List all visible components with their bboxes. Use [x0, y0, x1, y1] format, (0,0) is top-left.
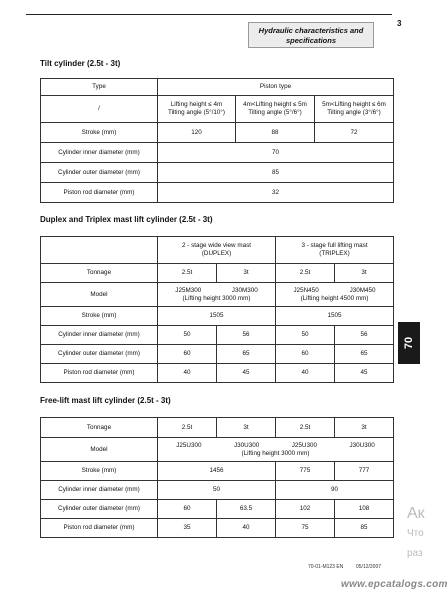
- row-label: Cylinder outer diameter (mm): [41, 500, 158, 519]
- slash-cell: /: [41, 96, 158, 123]
- table-row: [41, 264, 394, 283]
- cell-value: 72: [315, 123, 394, 143]
- header-line: (TRIPLEX): [319, 250, 350, 257]
- cell-value: 50: [158, 481, 276, 500]
- table-row: [41, 163, 394, 183]
- cell-value: 32: [158, 183, 394, 203]
- cell-value: 63.5: [217, 500, 276, 519]
- cell-value: 90: [276, 481, 394, 500]
- tilt-col-header: [315, 96, 394, 123]
- cell-value: 40: [276, 364, 335, 383]
- section-tab: [398, 322, 420, 364]
- cell-value: 777: [335, 462, 394, 481]
- table-row: [41, 79, 394, 96]
- row-label: Piston rod diameter (mm): [41, 183, 158, 203]
- row-label: Cylinder inner diameter (mm): [41, 143, 158, 163]
- table-row: [41, 143, 394, 163]
- piston-type-cell: Piston type: [158, 79, 394, 96]
- row-label: Model: [41, 438, 158, 462]
- lifting-height-note: (Lifting height 4500 mm): [300, 294, 369, 302]
- cell-value: 50: [276, 326, 335, 345]
- model-code: J25M300: [175, 286, 202, 294]
- cell-value: 56: [217, 326, 276, 345]
- cell-value: 2.5t: [158, 418, 217, 438]
- header-title-line1: Hydraulic characteristics and: [258, 26, 364, 35]
- cell-value: 3t: [217, 418, 276, 438]
- row-label: Cylinder inner diameter (mm): [41, 326, 158, 345]
- row-label: Piston rod diameter (mm): [41, 364, 158, 383]
- cell-value: 56: [335, 326, 394, 345]
- cell-value: 85: [158, 163, 394, 183]
- cell-value: 40: [158, 364, 217, 383]
- table-row: [41, 345, 394, 364]
- row-label: Tonnage: [41, 418, 158, 438]
- cell-value: 45: [217, 364, 276, 383]
- duplex-header: [158, 237, 276, 264]
- header-title-box: [248, 22, 374, 48]
- watermark-line: Ак: [407, 505, 425, 522]
- table-row: [41, 438, 394, 462]
- cell-value: 60: [276, 345, 335, 364]
- header-line: 5m<Lifting height ≤ 6m: [322, 101, 386, 108]
- cell-value: 75: [276, 519, 335, 538]
- table-row: [41, 326, 394, 345]
- tilt-col-header: [158, 96, 236, 123]
- cell-value: 65: [217, 345, 276, 364]
- duplex-model-cell: [158, 283, 276, 307]
- cell-value: 60: [158, 345, 217, 364]
- table-row: [41, 283, 394, 307]
- model-code: J30U300: [349, 441, 375, 449]
- header-title-line2: specifications: [285, 36, 337, 45]
- row-label: Model: [41, 283, 158, 307]
- header-line: Tilting angle (5°/10°): [168, 109, 225, 116]
- table-row: [41, 183, 394, 203]
- footer-date: 05/12/2007: [356, 564, 382, 570]
- cell-value: 3t: [335, 264, 394, 283]
- table-row: [41, 418, 394, 438]
- header-line: 4m<Lifting height ≤ 5m: [243, 101, 307, 108]
- table-row: [41, 307, 394, 326]
- mast-section-title: Duplex and Triplex mast lift cylinder (2.5t - 3t): [40, 215, 213, 224]
- tilt-section-title: Tilt cylinder (2.5t - 3t): [40, 59, 121, 68]
- mast-lift-cylinder-table: [40, 236, 394, 383]
- row-label: Stroke (mm): [41, 462, 158, 481]
- model-pair: [278, 287, 391, 295]
- cell-value: 2.5t: [158, 264, 217, 283]
- cell-value: 3t: [217, 264, 276, 283]
- row-label: Piston rod diameter (mm): [41, 519, 158, 538]
- table-row: [41, 364, 394, 383]
- blank-cell: [41, 237, 158, 264]
- header-rule: [26, 14, 392, 15]
- cell-value: 65: [335, 345, 394, 364]
- header-line: 2 - stage wide view mast: [182, 242, 251, 249]
- row-label: Cylinder outer diameter (mm): [41, 345, 158, 364]
- tilt-col-header: [236, 96, 315, 123]
- triplex-model-cell: [276, 283, 394, 307]
- watermark-line: Что: [407, 528, 424, 539]
- model-code: J30U300: [234, 441, 260, 449]
- cell-value: 85: [335, 519, 394, 538]
- cell-value: 2.5t: [276, 418, 335, 438]
- cell-value: 70: [158, 143, 394, 163]
- cell-value: 775: [276, 462, 335, 481]
- cell-value: 40: [217, 519, 276, 538]
- model-code: J25N450: [293, 286, 319, 294]
- cell-value: 60: [158, 500, 217, 519]
- cell-value: 3t: [335, 418, 394, 438]
- header-line: Tilting angle (5°/6°): [248, 109, 302, 116]
- cell-value: 2.5t: [276, 264, 335, 283]
- table-row: [41, 519, 394, 538]
- cell-value: 108: [335, 500, 394, 519]
- cell-value: 1505: [158, 307, 276, 326]
- model-code: J30M300: [231, 286, 258, 294]
- table-row: [41, 96, 394, 123]
- model-pair: [160, 287, 273, 295]
- cell-value: 35: [158, 519, 217, 538]
- row-label: Tonnage: [41, 264, 158, 283]
- row-label: Cylinder inner diameter (mm): [41, 481, 158, 500]
- cell-value: 102: [276, 500, 335, 519]
- table-row: [41, 462, 394, 481]
- type-label: Type: [41, 79, 158, 96]
- table-row: [41, 237, 394, 264]
- tilt-cylinder-table: [40, 78, 394, 203]
- row-label: Cylinder outer diameter (mm): [41, 163, 158, 183]
- model-code: J25U300: [176, 441, 202, 449]
- watermark-side-text: [407, 504, 425, 564]
- header-line: (DUPLEX): [201, 250, 232, 257]
- free-model-cell: [158, 438, 394, 462]
- triplex-header: [276, 237, 394, 264]
- page-number: 3: [397, 19, 402, 28]
- cell-value: 1505: [276, 307, 394, 326]
- lifting-height-note: (Lifting height 3000 mm): [182, 294, 251, 302]
- table-row: [41, 123, 394, 143]
- cell-value: 88: [236, 123, 315, 143]
- header-line: Lifting height ≤ 4m: [170, 101, 223, 108]
- cell-value: 45: [335, 364, 394, 383]
- row-label: Stroke (mm): [41, 123, 158, 143]
- table-row: [41, 481, 394, 500]
- free-lift-cylinder-table: [40, 417, 394, 538]
- model-code: J25U300: [291, 441, 317, 449]
- header-line: 3 - stage full lifting mast: [301, 242, 368, 249]
- cell-value: 1456: [158, 462, 276, 481]
- lifting-height-note: (Lifting height 3000 mm): [241, 449, 310, 457]
- watermark-line: раз: [407, 548, 423, 559]
- table-row: [41, 500, 394, 519]
- model-row: [160, 442, 391, 450]
- header-line: Tilting angle (3°/6°): [327, 109, 381, 116]
- free-lift-section-title: Free-lift mast lift cylinder (2.5t - 3t): [40, 396, 171, 405]
- section-tab-label: 70: [403, 336, 415, 350]
- model-code: J30M450: [349, 286, 376, 294]
- footer-doc-code: 70-01-M123 EN: [308, 564, 344, 570]
- cell-value: 50: [158, 326, 217, 345]
- row-label: Stroke (mm): [41, 307, 158, 326]
- cell-value: 120: [158, 123, 236, 143]
- watermark-site: www.epcatalogs.com: [341, 579, 448, 590]
